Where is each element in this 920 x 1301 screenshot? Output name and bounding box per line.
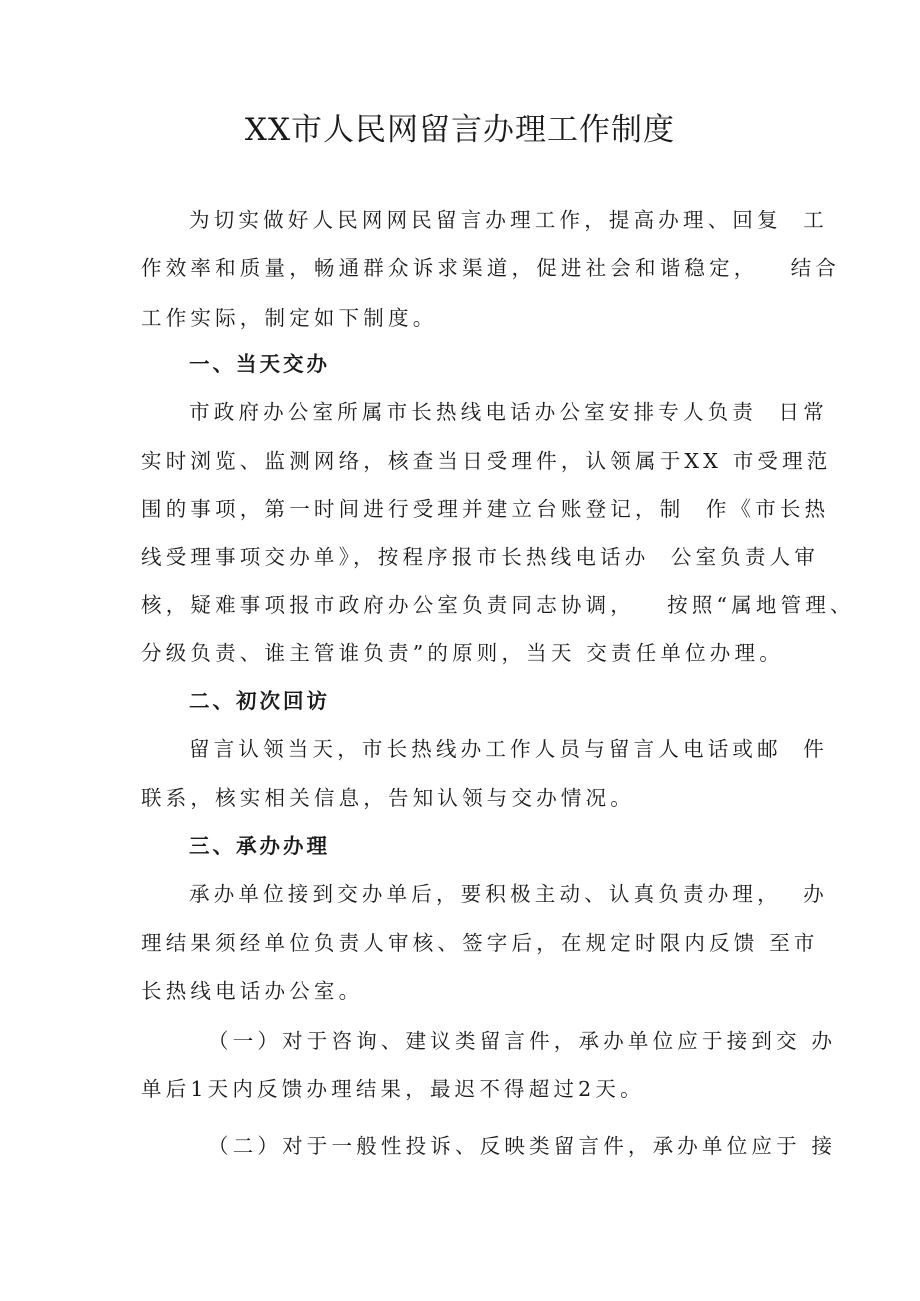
section-heading: 一、当天交办	[189, 352, 330, 376]
paragraph-line: 单后1天内反馈办理结果，最迟不得超过2天。	[141, 1077, 645, 1101]
paragraph-line: 理结果须经单位负责人审核、签字后，在规定时限内反馈 至市	[141, 931, 819, 955]
paragraph-line: 留言认领当天，市长热线办工作人员与留言人电话或邮 件	[189, 737, 828, 761]
paragraph-line: 为切实做好人民网网民留言办理工作，提高办理、回复 工	[189, 208, 828, 232]
paragraph-line: 联系，核实相关信息，告知认领与交办情况。	[141, 786, 635, 810]
paragraph-line: 核，疑难事项报市政府办公室负责同志协调， 按照“属地管理、	[141, 593, 855, 617]
paragraph-line: 作效率和质量，畅通群众诉求渠道，促进社会和谐稳定， 结合	[141, 256, 841, 280]
paragraph-line: 实时浏览、监测网络，核查当日受理件，认领属于XX 市受理范	[141, 449, 832, 473]
paragraph-line: 市政府办公室所属市长热线电话办公室安排专人负责 日常	[189, 400, 828, 424]
section-heading: 三、承办办理	[189, 834, 330, 858]
paragraph-line: 工作实际，制定如下制度。	[141, 306, 438, 330]
paragraph-line: （二）对于一般性投诉、反映类留言件，承办单位应于 接	[208, 1134, 837, 1158]
paragraph-line: 围的事项，第一时间进行受理并建立台账登记，制 作《市长热	[141, 497, 830, 521]
paragraph-line: 分级负责、谁主管谁负责”的原则，当天 交责任单位办理。	[141, 641, 784, 665]
paragraph-line: 承办单位接到交办单后，要积极主动、认真负责办理， 办	[189, 882, 828, 906]
paragraph-line: 长热线电话办公室。	[141, 979, 364, 1003]
document-title: XX市人民网留言办理工作制度	[244, 112, 676, 148]
paragraph-line: 线受理事项交办单》，按程序报市长热线电话办 公室负责人审	[141, 545, 820, 569]
paragraph-line: （一）对于咨询、建议类留言件，承办单位应于接到交 办	[208, 1029, 837, 1053]
section-heading: 二、初次回访	[189, 689, 330, 713]
